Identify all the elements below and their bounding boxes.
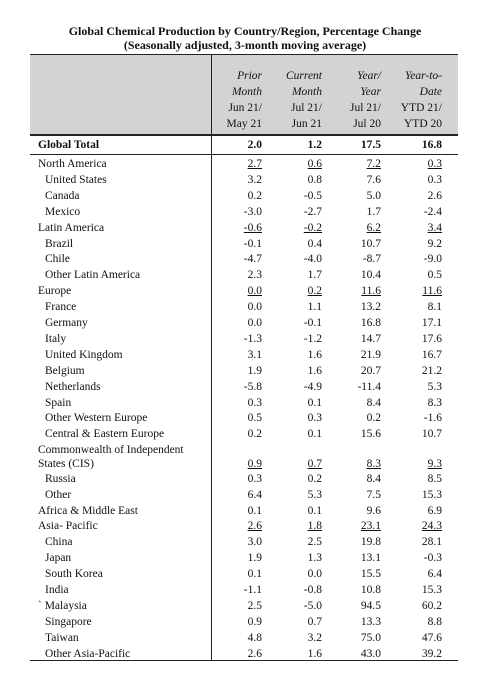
table-row-5-label: Brazil xyxy=(45,237,74,250)
table-row-17-label: Central & Eastern Europe xyxy=(45,428,165,441)
total-row-value-1: 2.0 xyxy=(247,139,262,151)
table-row-21-value-2: 0.1 xyxy=(307,504,322,517)
column-header-2-line1: Current xyxy=(286,70,322,82)
table-row-19-value-2: 0.2 xyxy=(307,472,322,485)
column-header-4-line1: Year-to- xyxy=(404,70,442,82)
table-row-7-value-1: 2.3 xyxy=(247,269,262,282)
table-row-21-label: Africa & Middle East xyxy=(38,504,138,517)
column-header-4-line3: YTD 21/ xyxy=(400,102,442,114)
table-row-8-value-3: 11.6 xyxy=(361,285,381,298)
table-row-30-value-3: 43.0 xyxy=(360,647,381,660)
table-row-25-value-2: 0.0 xyxy=(307,568,322,581)
table-row-24-value-3: 13.1 xyxy=(360,552,381,565)
column-header-4-line4: YTD 20 xyxy=(403,118,442,130)
table-row-30-value-4: 39.2 xyxy=(421,647,442,660)
table-row-14-value-3: -11.4 xyxy=(357,380,381,393)
table-row-28-value-2: 0.7 xyxy=(307,615,322,628)
table-row-6-label: Chile xyxy=(45,253,70,266)
table-row-1-value-1: 3.2 xyxy=(247,173,262,186)
table-title-block xyxy=(30,24,460,52)
table-row-29-value-2: 3.2 xyxy=(307,631,322,644)
table-row-9-value-2: 1.1 xyxy=(307,301,322,314)
column-header-1-line2: Month xyxy=(231,86,262,98)
table-row-15-label: Spain xyxy=(45,396,72,409)
table-row-24-value-4: -0.3 xyxy=(423,552,442,565)
table-row-8-value-1: 0.0 xyxy=(247,285,262,298)
table-row-27-value-4: 60.2 xyxy=(421,599,442,612)
table-row-13-value-3: 20.7 xyxy=(360,364,381,377)
table-row-18-value-1: 0.9 xyxy=(247,458,262,471)
table-row-14-value-1: -5.8 xyxy=(243,380,262,393)
table-row-28-value-4: 8.8 xyxy=(427,615,442,628)
table-row-6-value-3: -8.7 xyxy=(362,253,381,266)
table-row-4-value-1: -0.6 xyxy=(243,221,262,234)
table-row-1-value-2: 0.8 xyxy=(307,173,322,186)
table-row-15-value-4: 8.3 xyxy=(427,396,442,409)
table-row-3-value-1: -3.0 xyxy=(243,205,262,218)
table-row-28-value-1: 0.9 xyxy=(247,615,262,628)
table-row-11-value-2: -1.2 xyxy=(303,332,322,345)
table-row-14-value-4: 5.3 xyxy=(427,380,442,393)
table-row-2-value-2: -0.5 xyxy=(303,189,322,202)
table-row-12-value-1: 3.1 xyxy=(247,348,262,361)
table-row-14-value-2: -4.9 xyxy=(303,380,322,393)
table-row-2-value-3: 5.0 xyxy=(366,189,381,202)
table-row-20-value-3: 7.5 xyxy=(366,488,381,501)
table-row-18-label: Commonwealth of Independent xyxy=(38,444,184,457)
table-row-16-label: Other Western Europe xyxy=(45,412,148,425)
column-header-2-line2: Month xyxy=(291,86,322,98)
table-row-9-label: France xyxy=(45,301,77,314)
table-row-22-value-1: 2.6 xyxy=(247,520,262,533)
table-row-20-value-4: 15.3 xyxy=(421,488,442,501)
column-header-1-line3: Jun 21/ xyxy=(228,102,262,114)
table-row-3-value-3: 1.7 xyxy=(366,205,381,218)
header-top-rule xyxy=(30,54,458,55)
column-header-3-line3: Jul 21/ xyxy=(350,102,381,114)
table-row-29-value-3: 75.0 xyxy=(360,631,381,644)
total-row-value-3: 17.5 xyxy=(360,139,381,151)
table-row-25-value-1: 0.1 xyxy=(247,568,262,581)
table-row-21-value-1: 0.1 xyxy=(247,504,262,517)
table-row-16-value-2: 0.3 xyxy=(307,412,322,425)
table-row-10-value-2: -0.1 xyxy=(303,317,322,329)
table-row-0-label: North America xyxy=(38,158,107,170)
header-bottom-rule xyxy=(30,134,458,136)
table-row-24-value-2: 1.3 xyxy=(307,552,322,565)
table-row-17-value-2: 0.1 xyxy=(307,428,322,441)
table-row-5-value-4: 9.2 xyxy=(427,237,442,250)
table-row-3-value-2: -2.7 xyxy=(303,205,322,218)
table-row-8-value-2: 0.2 xyxy=(307,285,322,298)
table-row-26-value-1: -1.1 xyxy=(243,584,262,596)
table-row-9-value-3: 13.2 xyxy=(360,301,381,314)
table-row-27-label: ` Malaysia xyxy=(38,599,87,612)
table-row-10-value-1: 0.0 xyxy=(247,317,262,329)
table-row-30-value-1: 2.6 xyxy=(247,647,262,660)
table-row-29-label: Taiwan xyxy=(45,631,79,644)
table-row-17-value-4: 10.7 xyxy=(421,428,442,441)
table-row-30-label: Other Asia-Pacific xyxy=(45,647,131,660)
table-row-30-value-2: 1.6 xyxy=(307,647,322,660)
table-row-13-label: Belgium xyxy=(45,364,85,377)
table-row-24-label: Japan xyxy=(45,552,72,565)
table-row-29-value-1: 4.8 xyxy=(247,631,262,644)
table-row-25-value-3: 15.5 xyxy=(360,568,381,581)
table-row-23-value-4: 28.1 xyxy=(421,536,442,549)
table-row-19-label: Russia xyxy=(45,472,76,485)
table-row-16-value-3: 0.2 xyxy=(366,412,381,425)
table-row-27-value-3: 94.5 xyxy=(360,599,381,612)
table-row-20-value-1: 6.4 xyxy=(247,488,262,501)
column-header-3-line1: Year/ xyxy=(357,70,381,82)
table-row-23-value-3: 19.8 xyxy=(360,536,381,549)
table-row-18-value-2: 0.7 xyxy=(307,458,322,471)
table-row-11-value-3: 14.7 xyxy=(360,332,381,345)
table-row-21-value-3: 9.6 xyxy=(366,504,381,517)
table-row-22-label: Asia- Pacific xyxy=(38,520,98,533)
table-row-29-value-4: 47.6 xyxy=(421,631,442,644)
table-row-23-value-1: 3.0 xyxy=(247,536,262,549)
table-row-8-label: Europe xyxy=(38,285,72,298)
table-row-22-value-2: 1.8 xyxy=(307,520,322,533)
table-row-18-label-2: States (CIS) xyxy=(38,458,94,471)
table-row-28-label: Singapore xyxy=(45,615,92,628)
table-row-17-value-1: 0.2 xyxy=(247,428,262,441)
table-row-6-value-1: -4.7 xyxy=(243,253,262,266)
table-row-4-value-3: 6.2 xyxy=(366,221,381,234)
table-row-15-value-2: 0.1 xyxy=(307,396,322,409)
table-row-2-label: Canada xyxy=(45,189,80,202)
table-row-23-label: China xyxy=(45,536,73,549)
table-row-5-value-2: 0.4 xyxy=(307,237,322,250)
table-row-15-value-3: 8.4 xyxy=(366,396,381,409)
table-row-11-label: Italy xyxy=(45,332,67,345)
table-row-10-value-4: 17.1 xyxy=(421,317,442,329)
table-row-4-label: Latin America xyxy=(38,221,105,234)
table-row-27-value-2: -5.0 xyxy=(303,599,322,612)
column-header-1-line4: May 21 xyxy=(226,118,262,130)
table-row-0-value-2: 0.6 xyxy=(307,158,322,170)
column-header-2-line4: Jun 21 xyxy=(291,118,322,130)
table-row-16-value-1: 0.5 xyxy=(247,412,262,425)
table-row-14-label: Netherlands xyxy=(45,380,101,393)
column-header-3-line4: Jul 20 xyxy=(353,118,381,130)
table-row-19-value-1: 0.3 xyxy=(247,472,262,485)
table-row-25-label: South Korea xyxy=(45,568,103,581)
table-row-0-value-3: 7.2 xyxy=(366,158,381,170)
table-row-7-value-3: 10.4 xyxy=(360,269,381,282)
table-row-11-value-1: -1.3 xyxy=(243,332,262,345)
column-header-2-line3: Jul 21/ xyxy=(291,102,322,114)
table-row-27-value-1: 2.5 xyxy=(247,599,262,612)
table-row-3-value-4: -2.4 xyxy=(423,205,442,218)
table-row-5-value-3: 10.7 xyxy=(360,237,381,250)
table-row-5-value-1: -0.1 xyxy=(243,237,262,250)
table-row-1-value-3: 7.6 xyxy=(366,173,381,186)
table-row-17-value-3: 15.6 xyxy=(360,428,381,441)
table-row-26-label: India xyxy=(45,584,69,596)
table-row-18-value-3: 8.3 xyxy=(366,458,381,471)
table-row-22-value-4: 24.3 xyxy=(421,520,442,533)
table-row-28-value-3: 13.3 xyxy=(360,615,381,628)
table-row-11-value-4: 17.6 xyxy=(421,332,442,345)
table-row-12-label: United Kingdom xyxy=(45,348,123,361)
table-row-12-value-2: 1.6 xyxy=(307,348,322,361)
table-row-19-value-4: 8.5 xyxy=(427,472,442,485)
table-row-1-label: United States xyxy=(45,173,107,186)
table-row-4-value-4: 3.4 xyxy=(427,221,442,234)
table-title: Global Chemical Production by Country/Region, Percentage Change xyxy=(68,24,422,38)
table-row-13-value-4: 21.2 xyxy=(421,364,442,377)
table-row-13-value-2: 1.6 xyxy=(307,364,322,377)
column-header-1-line1: Prior xyxy=(237,70,262,82)
table-row-10-value-3: 16.8 xyxy=(360,317,381,329)
table-row-22-value-3: 23.1 xyxy=(360,520,381,533)
table-row-6-value-4: -9.0 xyxy=(423,253,442,266)
table-row-13-value-1: 1.9 xyxy=(247,364,262,377)
table-row-10-label: Germany xyxy=(45,317,88,329)
total-row-value-2: 1.2 xyxy=(307,139,322,151)
table-row-20-label: Other xyxy=(45,488,72,501)
table-row-15-value-1: 0.3 xyxy=(247,396,262,409)
total-bottom-rule xyxy=(30,154,458,155)
table-row-4-value-2: -0.2 xyxy=(303,221,322,234)
table-row-0-value-4: 0.3 xyxy=(427,158,442,170)
table-row-26-value-3: 10.8 xyxy=(360,584,381,596)
table-row-12-value-3: 21.9 xyxy=(360,348,381,361)
table-row-8-value-4: 11.6 xyxy=(422,285,442,298)
total-row-label: Global Total xyxy=(38,139,100,151)
table-row-7-value-4: 0.5 xyxy=(427,269,442,282)
table-subtitle: (Seasonally adjusted, 3-month moving average) xyxy=(123,38,367,52)
column-header-4-line2: Date xyxy=(419,86,442,98)
table-row-3-label: Mexico xyxy=(45,205,81,218)
table-row-7-value-2: 1.7 xyxy=(307,269,322,282)
table-row-12-value-4: 16.7 xyxy=(421,348,442,361)
table-row-26-value-4: 15.3 xyxy=(421,584,442,596)
total-row-value-4: 16.8 xyxy=(421,139,442,151)
table-row-2-value-1: 0.2 xyxy=(247,189,262,202)
column-header-3-line2: Year xyxy=(360,86,381,98)
table-row-21-value-4: 6.9 xyxy=(427,504,442,517)
table-row-20-value-2: 5.3 xyxy=(307,488,322,501)
table-row-6-value-2: -4.0 xyxy=(303,253,322,266)
table-row-1-value-4: 0.3 xyxy=(427,173,442,186)
table-row-7-label: Other Latin America xyxy=(45,269,141,282)
table-row-26-value-2: -0.8 xyxy=(303,584,322,596)
table-row-0-value-1: 2.7 xyxy=(247,158,262,170)
table-row-25-value-4: 6.4 xyxy=(427,568,442,581)
table-row-19-value-3: 8.4 xyxy=(366,472,381,485)
table-row-2-value-4: 2.6 xyxy=(427,189,442,202)
table-row-9-value-1: 0.0 xyxy=(247,301,262,314)
table-row-16-value-4: -1.6 xyxy=(423,412,442,425)
table-row-23-value-2: 2.5 xyxy=(307,536,322,549)
table-row-24-value-1: 1.9 xyxy=(247,552,262,565)
table-row-18-value-4: 9.3 xyxy=(427,458,442,471)
table-row-9-value-4: 8.1 xyxy=(427,301,442,314)
